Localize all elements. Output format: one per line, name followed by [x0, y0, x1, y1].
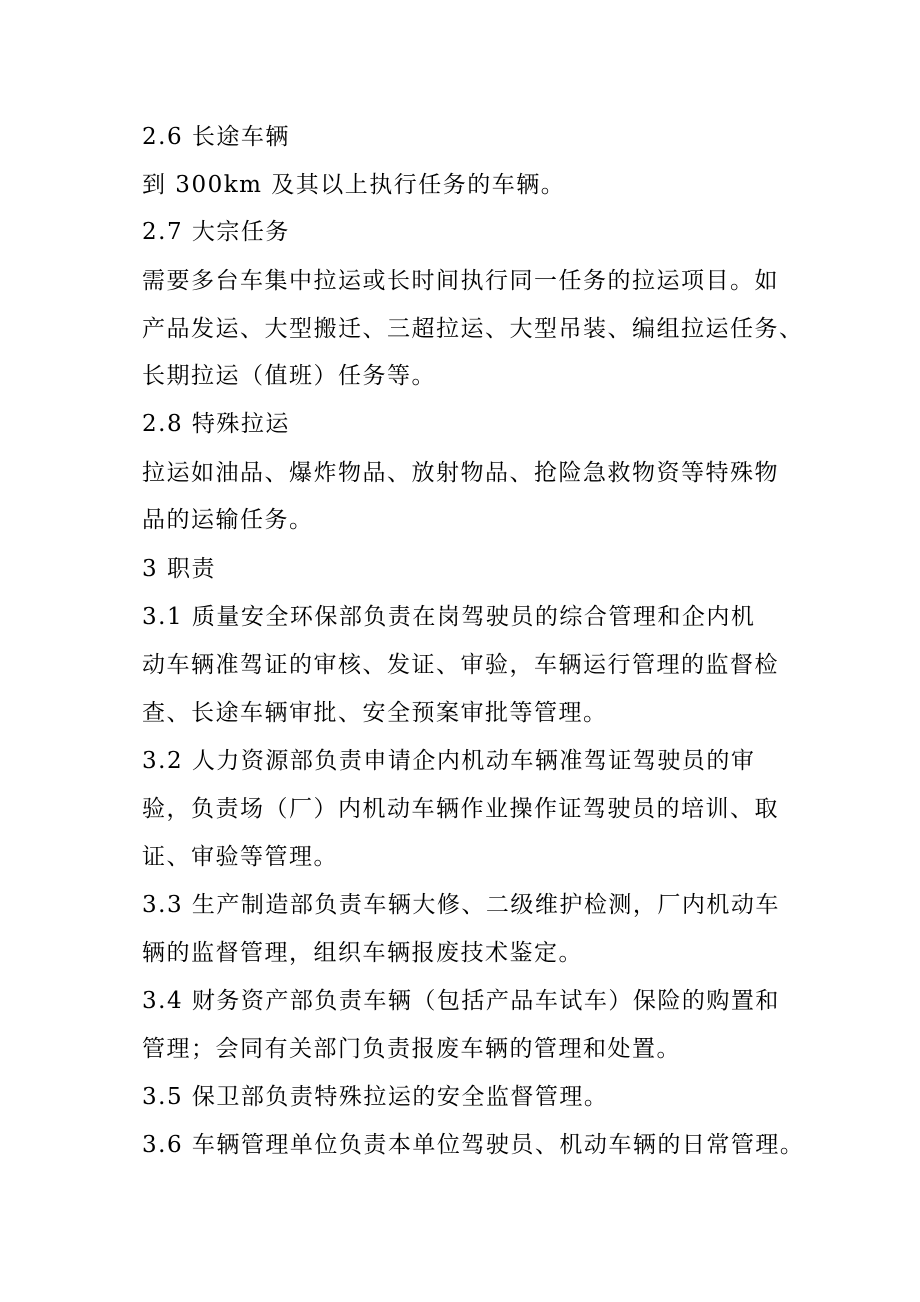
- paragraph-line: 证、审验等管理。: [142, 844, 338, 870]
- paragraph-line: 动车辆准驾证的审核、发证、审验，车辆运行管理的监督检: [142, 652, 779, 678]
- paragraph-line: 3.2 人力资源部负责申请企内机动车辆准驾证驾驶员的审: [142, 748, 756, 774]
- paragraph-line: 3.1 质量安全环保部负责在岗驾驶员的综合管理和企内机: [142, 604, 756, 630]
- paragraph-line: 长期拉运（值班）任务等。: [142, 363, 436, 389]
- paragraph-line: 管理；会同有关部门负责报废车辆的管理和处置。: [142, 1036, 681, 1062]
- heading-2-7: 2.7 大宗任务: [142, 219, 290, 245]
- paragraph-line: 3.3 生产制造部负责车辆大修、二级维护检测，厂内机动车: [142, 892, 780, 918]
- paragraph-line: 产品发运、大型搬迁、三超拉运、大型吊装、编组拉运任务、: [142, 316, 804, 342]
- paragraph-line: 拉运如油品、爆炸物品、放射物品、抢险急救物资等特殊物: [142, 460, 779, 486]
- paragraph-line: 3.6 车辆管理单位负责本单位驾驶员、机动车辆的日常管理。: [142, 1132, 805, 1158]
- paragraph-line: 3.4 财务资产部负责车辆（包括产品车试车）保险的购置和: [142, 988, 780, 1014]
- heading-2-8: 2.8 特殊拉运: [142, 411, 290, 437]
- paragraph-line: 需要多台车集中拉运或长时间执行同一任务的拉运项目。如: [142, 268, 779, 294]
- paragraph-line: 查、长途车辆审批、安全预案审批等管理。: [142, 700, 608, 726]
- paragraph-line: 到 300km 及其以上执行任务的车辆。: [142, 172, 566, 198]
- paragraph-line: 3.5 保卫部负责特殊拉运的安全监督管理。: [142, 1084, 609, 1110]
- heading-3: 3 职责: [142, 556, 216, 582]
- heading-2-6: 2.6 长途车辆: [142, 124, 290, 150]
- paragraph-line: 辆的监督管理，组织车辆报废技术鉴定。: [142, 940, 583, 966]
- paragraph-line: 验，负责场（厂）内机动车辆作业操作证驾驶员的培训、取: [142, 796, 779, 822]
- paragraph-line: 品的运输任务。: [142, 507, 314, 533]
